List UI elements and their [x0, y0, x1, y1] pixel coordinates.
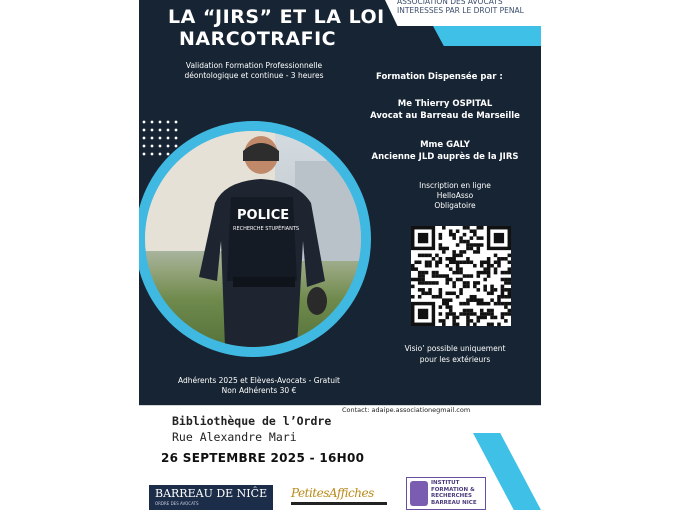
- institut-logo: INSTITUT FORMATION & RECHERCHES BARREAU NICE: [406, 477, 486, 510]
- visio-note: Visio’ possible uniquement pour les extérieurs: [404, 344, 506, 364]
- vest-label: POLICE: [237, 208, 290, 223]
- cyan-accent-bar: [433, 26, 541, 46]
- contact-email[interactable]: Contact: adaipe.associationegmail.com: [342, 406, 471, 414]
- qr-code[interactable]: [411, 226, 511, 326]
- barreau-nice-logo: BARREAU DE NIĈE ORDRE DES AVOCATS: [149, 485, 273, 510]
- trainer-2: Mme GALY Ancienne JLD auprès de la JIRS: [371, 140, 519, 162]
- petites-affiches-logo: PetitesAffiches: [291, 486, 387, 510]
- qr-code-image: [411, 226, 511, 326]
- event-date: 26 SEPTEMBRE 2025 - 16H00: [161, 451, 365, 465]
- institut-mark-icon: [410, 481, 428, 506]
- title-line-1: LA “JIRS” ET LA LOI: [168, 6, 385, 28]
- trainer-1: Me Thierry OSPITAL Avocat au Barreau de Marseille: [370, 99, 520, 121]
- flyer: [139, 0, 541, 510]
- pricing: Adhérents 2025 et Elèves-Avocats - Gratuit Non Adhérents 30 €: [178, 376, 340, 395]
- title-line-2: NARCOTRAFIC: [179, 28, 337, 50]
- venue-name: Bibliothèque de l’Ordre: [172, 414, 332, 428]
- validation-note: Validation Formation Professionnelle déontologique et continue - 3 heures: [184, 61, 324, 80]
- officer-photo: [145, 131, 361, 347]
- divider: [139, 405, 541, 406]
- association-name: ASSOCIATION DES AVOCATS INTERESSES PAR LE DROIT PENAL: [397, 0, 524, 15]
- trainers-heading: Formation Dispensée par :: [376, 72, 503, 82]
- venue-street: Rue Alexandre Mari: [172, 430, 297, 444]
- officer-figure: [185, 131, 361, 347]
- registration-info: Inscription en ligne HelloAsso Obligatoire: [419, 181, 491, 210]
- vest-sublabel: RECHERCHE STUPÉFIANTS: [233, 226, 300, 232]
